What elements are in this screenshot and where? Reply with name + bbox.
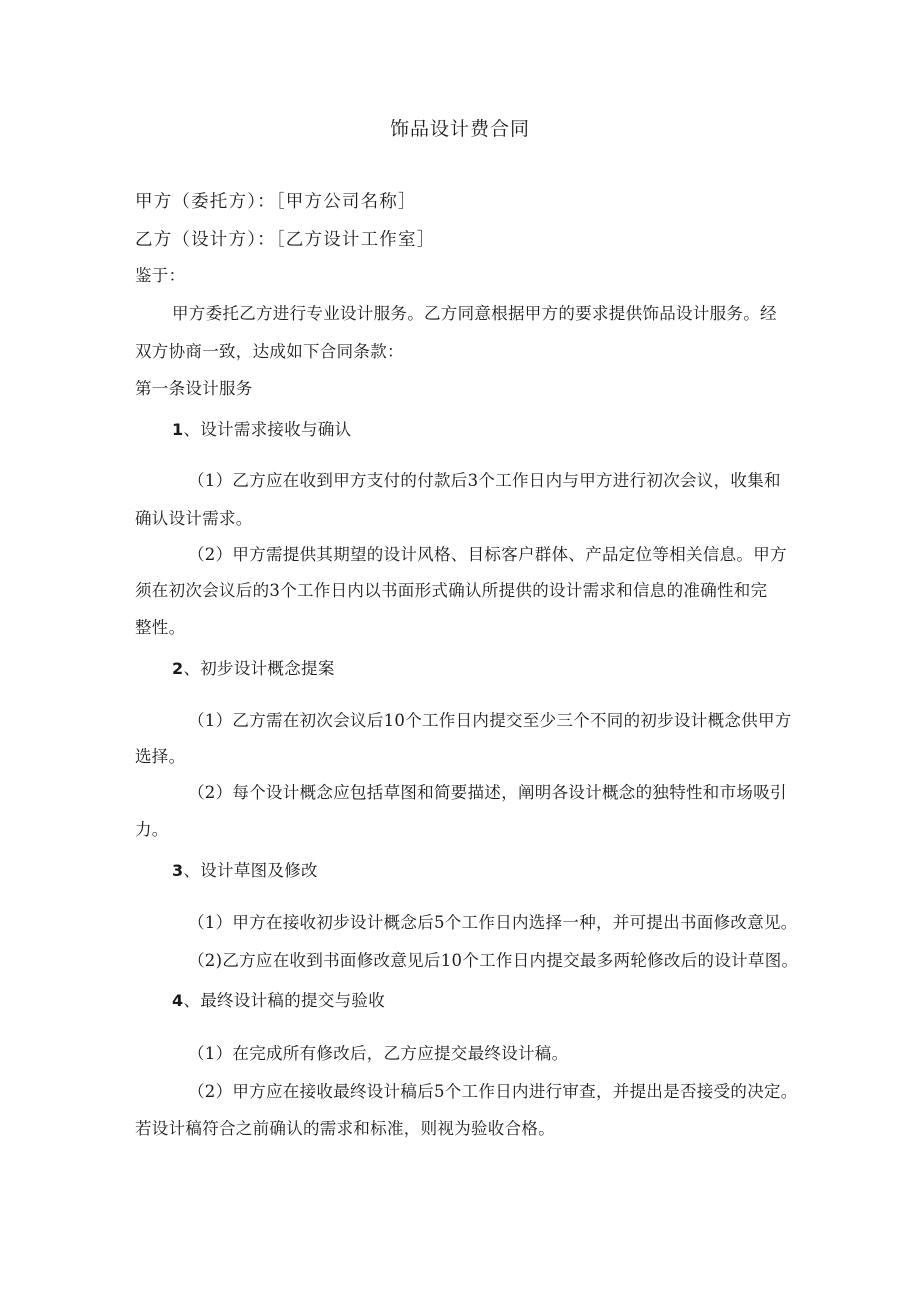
section-3-heading <box>172 860 318 882</box>
clause-line: （1）在完成所有修改后，乙方应提交最终设计稿。 <box>188 1044 569 1063</box>
section-2-heading <box>172 658 335 680</box>
whereas-label: 鉴于： <box>135 266 186 285</box>
clause-line: （2）甲方需提供其期望的设计风格、目标客户群体、产品定位等相关信息。甲方 <box>188 545 787 564</box>
section-number: 3 <box>172 861 184 880</box>
clause-line: 须在初次会议后的3个工作日内以书面形式确认所提供的设计需求和信息的准确性和完 <box>135 581 768 600</box>
clause-line: （2)乙方应在收到书面修改意见后10个工作日内提交最多两轮修改后的设计草图。 <box>188 951 799 970</box>
clause-line: （1）乙方应在收到甲方支付的付款后3个工作日内与甲方进行初次会议，收集和 <box>188 471 781 490</box>
section-1-heading <box>172 419 351 441</box>
preamble-line: 甲方委托乙方进行专业设计服务。乙方同意根据甲方的要求提供饰品设计服务。经 <box>172 304 777 323</box>
party-b-line: 乙方（设计方）：［乙方设计工作室］ <box>135 230 436 250</box>
clause-line: （2）甲方应在接收最终设计稿后5个工作日内进行审查，并提出是否接受的决定。 <box>188 1082 798 1101</box>
clause-line: （1）乙方需在初次会议后10个工作日内提交至少三个不同的初步设计概念供甲方 <box>188 711 792 730</box>
section-number: 4 <box>172 991 184 1010</box>
section-title: 、设计需求接收与确认 <box>183 420 352 439</box>
section-4-heading <box>172 990 385 1012</box>
preamble-line: 双方协商一致，达成如下合同条款： <box>135 342 404 361</box>
party-a-line: 甲方（委托方）：［甲方公司名称］ <box>135 192 417 212</box>
section-title: 、最终设计稿的提交与验收 <box>183 991 386 1010</box>
clause-line: 整性。 <box>135 618 186 637</box>
clause-line: 力。 <box>135 820 169 839</box>
clause-line: 若设计稿符合之前确认的需求和标准，则视为验收合格。 <box>135 1119 555 1138</box>
clause-line: 选择。 <box>135 747 186 766</box>
section-title: 、初步设计概念提案 <box>183 659 335 678</box>
section-number: 1 <box>172 420 184 439</box>
clause-line: （2）每个设计概念应包括草图和简要描述，阐明各设计概念的独特性和市场吸引 <box>188 783 787 802</box>
clause-line: （1）甲方在接收初步设计概念后5个工作日内选择一种，并可提出书面修改意见。 <box>188 913 798 932</box>
section-title: 、设计草图及修改 <box>183 861 318 880</box>
article-1-title: 第一条设计服务 <box>135 379 253 398</box>
document-title: 饰品设计费合同 <box>389 118 530 140</box>
clause-line: 确认设计需求。 <box>135 509 253 528</box>
section-number: 2 <box>172 659 184 678</box>
